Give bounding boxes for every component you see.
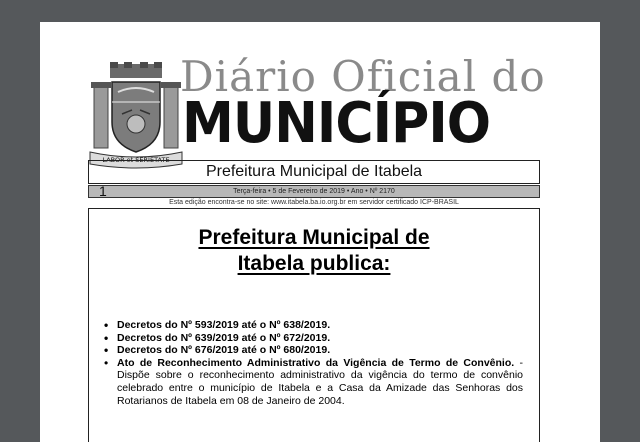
list-item bbox=[103, 357, 523, 407]
list-item-description: - Dispõe sobre o reconhecimento administrativo da vigência do termo de convênio celebrado entre o município de Itabela e a Casa da Amizade das Senhoras dos Rotarianos de Itabela em 08 de Janeiro de 2004. bbox=[117, 356, 523, 407]
publication-list bbox=[103, 319, 523, 407]
content-box bbox=[88, 208, 540, 442]
edition-number: 1 bbox=[99, 183, 107, 199]
list-item: • Decretos do Nº 593/2019 até o Nº 638/2019. bbox=[103, 319, 523, 332]
headline-line-2: Itabela publica: bbox=[237, 252, 391, 275]
prefeitura-bar: Prefeitura Municipal de Itabela bbox=[88, 160, 540, 184]
masthead-title-top: Diário Oficial do bbox=[180, 52, 546, 101]
list-item: • Decretos do Nº 676/2019 até o Nº 680/2019. bbox=[103, 344, 523, 357]
headline-line-1: Prefeitura Municipal de bbox=[198, 226, 430, 249]
municipal-coat-of-arms bbox=[88, 62, 184, 170]
site-note: Esta edição encontra-se no site: www.itabela.ba.io.org.br em servidor certificado ICP-BRASIL bbox=[169, 199, 459, 206]
crest-motto: LABOR et SERIETATE bbox=[102, 156, 170, 164]
headline bbox=[89, 225, 539, 277]
list-item-title: Ato de Reconhecimento Administrativo da Vigência de Termo de Convênio. bbox=[117, 356, 515, 369]
edition-date: Terça-feira • 5 de Fevereiro de 2019 • Ano • Nº 2170 bbox=[233, 188, 395, 195]
edition-bar bbox=[88, 185, 540, 198]
list-item: • Decretos do Nº 639/2019 até o Nº 672/2019. bbox=[103, 332, 523, 345]
masthead-title-main: MUNICÍPIO bbox=[182, 91, 491, 156]
document-page bbox=[40, 22, 600, 442]
